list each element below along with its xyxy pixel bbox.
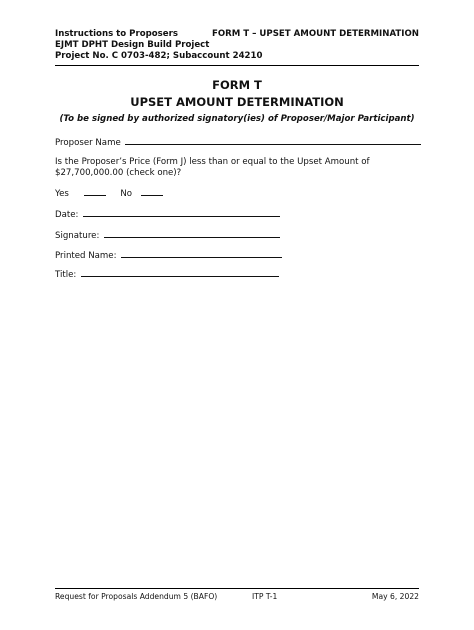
yes-no-row	[55, 187, 163, 200]
date-row	[55, 208, 280, 221]
header-form-name: FORM T – UPSET AMOUNT DETERMINATION	[211, 29, 419, 39]
printed-name-row	[55, 249, 282, 262]
header-project: EJMT DPHT Design Build Project	[55, 40, 210, 50]
footer-date: May 6, 2022	[371, 592, 419, 601]
yes-checkbox-line[interactable]	[84, 187, 106, 196]
form-subtitle: (To be signed by authorized signatory(ies) of Proposer/Major Participant)	[59, 114, 415, 124]
signature-field[interactable]	[104, 229, 280, 238]
printed-name-field[interactable]	[121, 249, 282, 258]
title-field[interactable]	[81, 268, 279, 277]
header-project-number: Project No. C 0703-482; Subaccount 24210	[55, 51, 263, 61]
date-label: Date:	[55, 210, 79, 220]
form-heading: UPSET AMOUNT DETERMINATION	[130, 95, 344, 109]
title-row	[55, 268, 279, 281]
header-divider	[55, 65, 419, 66]
signature-label: Signature:	[55, 231, 100, 241]
no-label: No	[120, 189, 133, 199]
yes-label: Yes	[55, 189, 69, 199]
proposer-name-field[interactable]	[125, 136, 421, 145]
form-title: FORM T	[212, 78, 262, 92]
signature-row	[55, 229, 280, 242]
footer-divider	[55, 588, 419, 589]
proposer-name-label: Proposer Name	[55, 138, 121, 148]
upset-amount-question: Is the Proposer’s Price (Form J) less than or equal to the Upset Amount of $27,700,000.00 (check one)?	[55, 157, 370, 178]
proposer-name-row	[55, 136, 421, 149]
no-checkbox-line[interactable]	[141, 187, 163, 196]
date-field[interactable]	[83, 208, 280, 217]
printed-name-label: Printed Name:	[55, 251, 117, 261]
title-label: Title:	[55, 270, 77, 280]
header-title: Instructions to Proposers	[55, 29, 178, 39]
footer-addendum: Request for Proposals Addendum 5 (BAFO)	[55, 592, 218, 601]
footer-page-id: ITP T-1	[252, 592, 278, 601]
